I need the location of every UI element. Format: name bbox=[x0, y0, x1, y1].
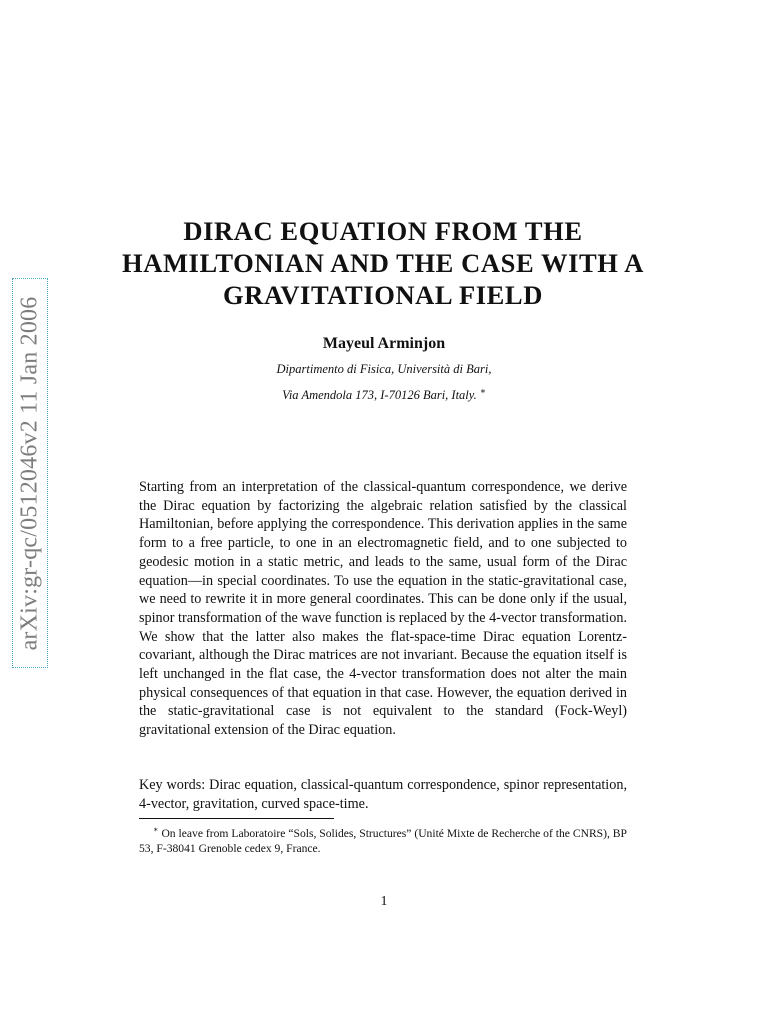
affiliation-line-2 bbox=[0, 386, 768, 403]
page-number: 1 bbox=[380, 894, 388, 909]
affiliation-line-2-text: Via Amendola 173, I-70126 Bari, Italy. bbox=[282, 388, 477, 403]
abstract: Starting from an interpretation of the classical-quantum correspondence, we derive the Dirac equation by factorizing the algebraic relation satisfied by the classical Hamiltonian, before applying the correspondence. This derivation applies in the same form to a free particle, to one in an electromagnetic field, and to one subjected to geodesic motion in a static metric, and leads to the same, usual form of the Dirac equation—in special coordinates. To use the equation in the static-gravitational case, we need to rewrite it in more general coordinates. This can be done only if the usual, spinor transformation of the wave function is replaced by the 4-vector transformation. We show that the latter also makes the flat-space-time Dirac equation Lorentz-covariant, although the Dirac matrices are not invariant. Because the equation itself is left unchanged in the flat case, the 4-vector transformation does not alter the main physical consequences of that equation in that case. However, the equation derived in the static-gravitational case is not equivalent to the standard (Fock-Weyl) gravitational extension of the Dirac equation. bbox=[139, 479, 627, 739]
footnote-text: On leave from Laboratoire “Sols, Solides, Structures” (Unité Mixte de Recherche of the CNRS), BP 53, F-38041 Grenoble cedex 9, France. bbox=[139, 826, 627, 856]
footnote-divider bbox=[139, 818, 334, 819]
arxiv-identifier-text: arXiv:gr-qc/0512046v2 11 Jan 2006 bbox=[16, 296, 43, 650]
footnote-marker: ∗ bbox=[153, 825, 159, 834]
paper-title: DIRAC EQUATION FROM THE HAMILTONIAN AND THE CASE WITH A GRAVITATIONAL FIELD bbox=[122, 216, 644, 310]
author-name: Mayeul Arminjon bbox=[322, 335, 446, 352]
footnote bbox=[139, 822, 627, 857]
keywords: Key words: Dirac equation, classical-quantum correspondence, spinor representation, 4-vector, gravitation, curved space-time. bbox=[139, 777, 627, 812]
affiliation-footnote-marker: ∗ bbox=[479, 386, 486, 396]
affiliation-line-1: Dipartimento di Fisica, Università di Bari, bbox=[276, 362, 492, 376]
